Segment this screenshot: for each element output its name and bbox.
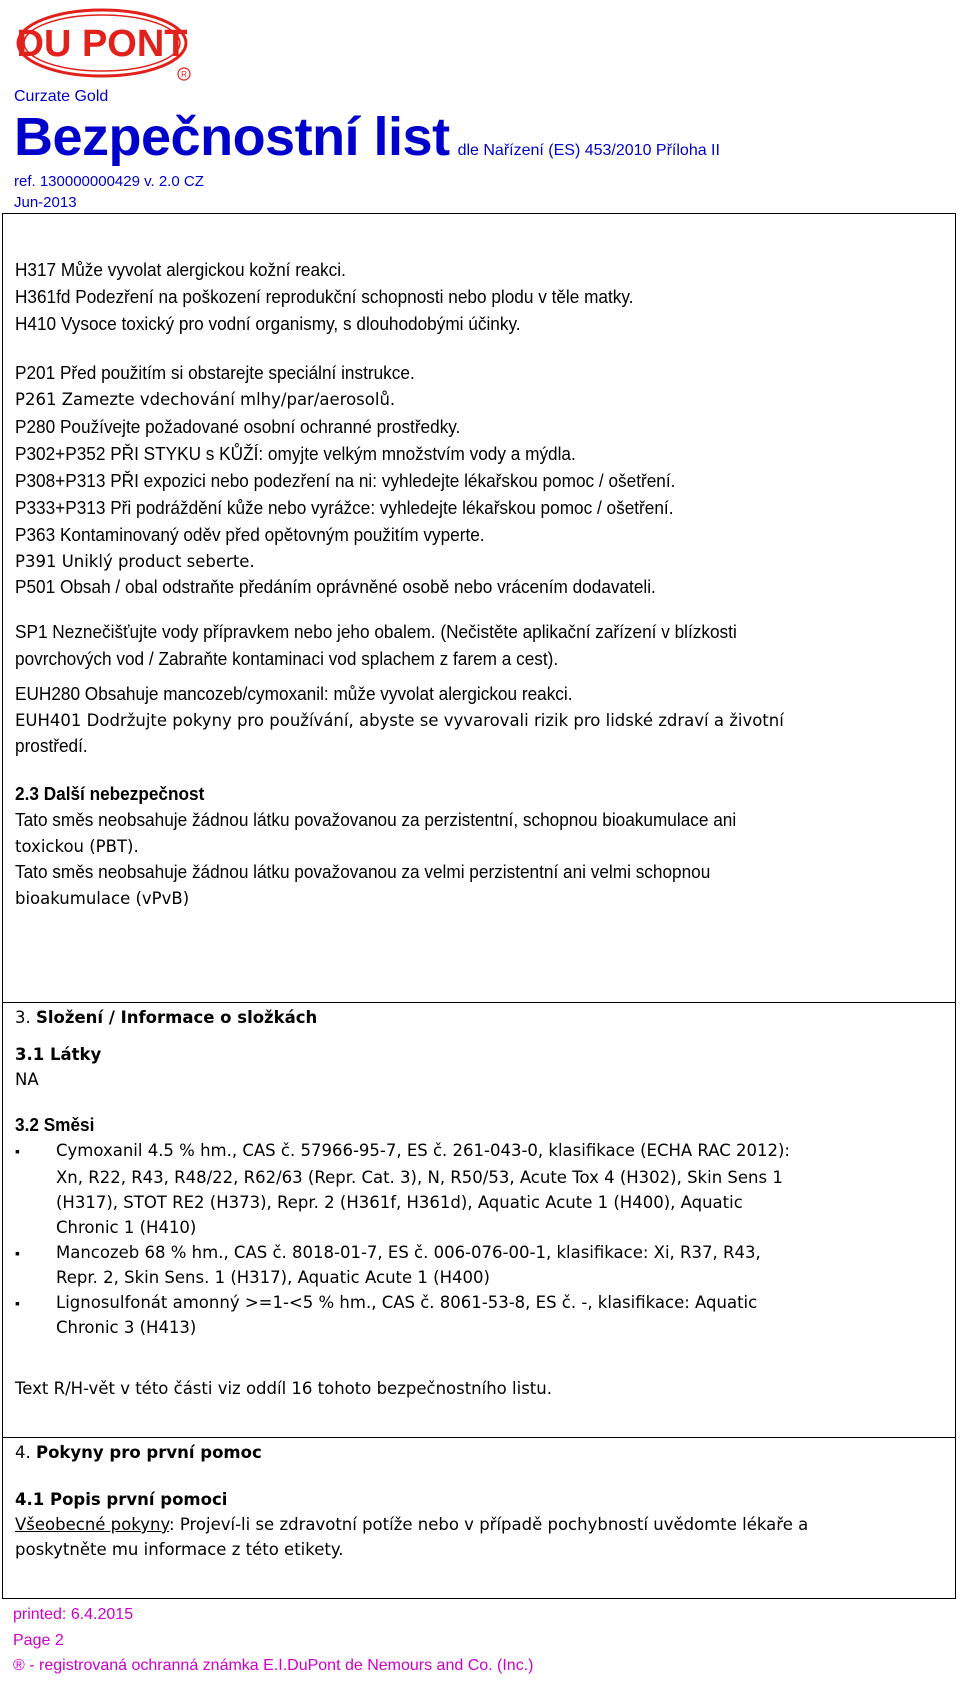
p308-statement: P308+P313 PŘI expozici nebo podezření na ni: vyhledejte lékařskou pomoc / ošetření. — [15, 470, 676, 491]
section-3-heading — [15, 1007, 317, 1029]
general-instructions-text: : Projeví-li se zdravotní potíže nebo v případě pochybností uvědomte lékaře a — [169, 1515, 809, 1534]
mix2-line1: Mancozeb 68 % hm., CAS č. 8018-01-7, ES č. 006-076-00-1, klasifikace: Xi, R37, R43, — [56, 1243, 761, 1262]
p302-statement: P302+P352 PŘI STYKU s KŮŽÍ: omyjte velkým množstvím vody a mýdla. — [15, 443, 576, 464]
mix1-line4: Chronic 1 (H410) — [56, 1218, 197, 1237]
document-date: Jun-2013 — [14, 194, 77, 211]
regulation-ref: dle Nařízení (ES) 453/2010 Příloha II — [457, 142, 720, 159]
p280-statement: P280 Používejte požadované osobní ochranné prostředky. — [15, 416, 461, 437]
section-3-title: Složení / Informace o složkách — [36, 1008, 318, 1027]
p333-statement: P333+P313 Při podráždění kůže nebo vyrážce: vyhledejte lékařskou pomoc / ošetření. — [15, 497, 674, 518]
p501-statement: P501 Obsah / obal odstraňte předáním oprávněné osobě nebo vrácením dodavateli. — [15, 576, 656, 597]
heading-3-1: 3.1 Látky — [15, 1045, 102, 1064]
bullet-icon: ▪ — [15, 1245, 20, 1261]
page-header — [0, 0, 960, 214]
p363-statement: P363 Kontaminovaný oděv před opětovným použitím vyperte. — [15, 524, 485, 545]
p391-statement: P391 Uniklý product seberte. — [15, 552, 255, 571]
p201-statement: P201 Před použitím si obstarejte speciální instrukce. — [15, 362, 415, 383]
printed-date: printed: 6.4.2015 — [13, 1606, 134, 1623]
general-instructions-line1 — [15, 1514, 808, 1536]
document-ref: ref. 130000000429 v. 2.0 CZ — [14, 173, 204, 190]
mix1-line1: Cymoxanil 4.5 % hm., CAS č. 57966-95-7, ES č. 261-043-0, klasifikace (ECHA RAC 2012): — [56, 1141, 790, 1160]
vpvb-line1: Tato směs neobsahuje žádnou látku považovanou za velmi perzistentní ani velmi schopnou — [15, 861, 711, 882]
mix1-line2: Xn, R22, R43, R48/22, R62/63 (Repr. Cat. 3), N, R50/53, Acute Tox 4 (H302), Skin Sens 1 — [56, 1168, 783, 1187]
general-instructions-line2: poskytněte mu informace z této etikety. — [15, 1540, 344, 1559]
section-4-heading — [15, 1442, 262, 1464]
euh401-statement-line1: EUH401 Dodržujte pokyny pro používání, abyste se vyvarovali rizik pro lidské zdraví a životní — [15, 711, 784, 730]
euh401-statement-line2: prostředí. — [15, 735, 88, 756]
h410-statement: H410 Vysoce toxický pro vodní organismy, s dlouhodobými účinky. — [15, 313, 521, 334]
section-4-box — [2, 1437, 956, 1599]
heading-3-2: 3.2 Směsi — [15, 1114, 95, 1135]
pbt-line1: Tato směs neobsahuje žádnou látku považovanou za perzistentní, schopnou bioakumulace ani — [15, 809, 737, 830]
h317-statement: H317 Může vyvolat alergickou kožní reakci. — [15, 259, 346, 280]
page-number: Page 2 — [13, 1632, 64, 1649]
heading-4-1: 4.1 Popis první pomoci — [15, 1490, 228, 1509]
bullet-icon: ▪ — [15, 1295, 20, 1311]
sp1-statement-line1: SP1 Neznečišťujte vody přípravkem nebo jeho obalem. (Nečistěte aplikační zařízení v blízkosti — [15, 621, 737, 642]
mix3-line1: Lignosulfonát amonný >=1-<5 % hm., CAS č. 8061-53-8, ES č. -, klasifikace: Aquatic — [56, 1293, 758, 1312]
mix3-line2: Chronic 3 (H413) — [56, 1318, 197, 1337]
sp1-statement-line2: povrchových vod / Zabraňte kontaminaci vod splachem z farem a cest). — [15, 648, 559, 669]
mix1-line3: (H317), STOT RE2 (H373), Repr. 2 (H361f, H361d), Aquatic Acute 1 (H400), Aquatic — [56, 1193, 743, 1212]
h361-statement: H361fd Podezření na poškození reprodukční schopnosti nebo plodu v těle matky. — [15, 286, 634, 307]
section-4-title: Pokyny pro první pomoc — [36, 1443, 262, 1462]
mix2-line2: Repr. 2, Skin Sens. 1 (H317), Aquatic Acute 1 (H400) — [56, 1268, 490, 1287]
p261-statement: P261 Zamezte vdechování mlhy/par/aerosolů. — [15, 390, 396, 409]
section-3-number: 3. — [15, 1008, 31, 1027]
vpvb-line2: bioakumulace (vPvB) — [15, 889, 190, 908]
dupont-logo — [16, 6, 194, 82]
bullet-icon: ▪ — [15, 1143, 20, 1159]
section-4-number: 4. — [15, 1443, 31, 1462]
page-title: Bezpečnostní list — [14, 107, 450, 167]
substances-value: NA — [15, 1070, 39, 1089]
logo-text: DU PONT — [16, 23, 188, 65]
euh280-statement: EUH280 Obsahuje mancozeb/cymoxanil: může vyvolat alergickou reakci. — [15, 683, 573, 704]
trademark-notice: ® - registrovaná ochranná známka E.I.DuPont de Nemours and Co. (Inc.) — [13, 1657, 534, 1674]
rh-reference-text: Text R/H-vět v této části viz oddíl 16 tohoto bezpečnostního listu. — [15, 1379, 552, 1398]
section-3-box — [2, 1002, 956, 1438]
general-instructions-label: Všeobecné pokyny — [15, 1515, 170, 1534]
pbt-line2: toxickou (PBT). — [15, 837, 139, 856]
product-name: Curzate Gold — [14, 88, 109, 105]
section-2-box — [2, 213, 956, 1003]
heading-2-3: 2.3 Další nebezpečnost — [15, 783, 205, 804]
svg-text:R: R — [181, 70, 187, 79]
title-row — [14, 106, 720, 168]
